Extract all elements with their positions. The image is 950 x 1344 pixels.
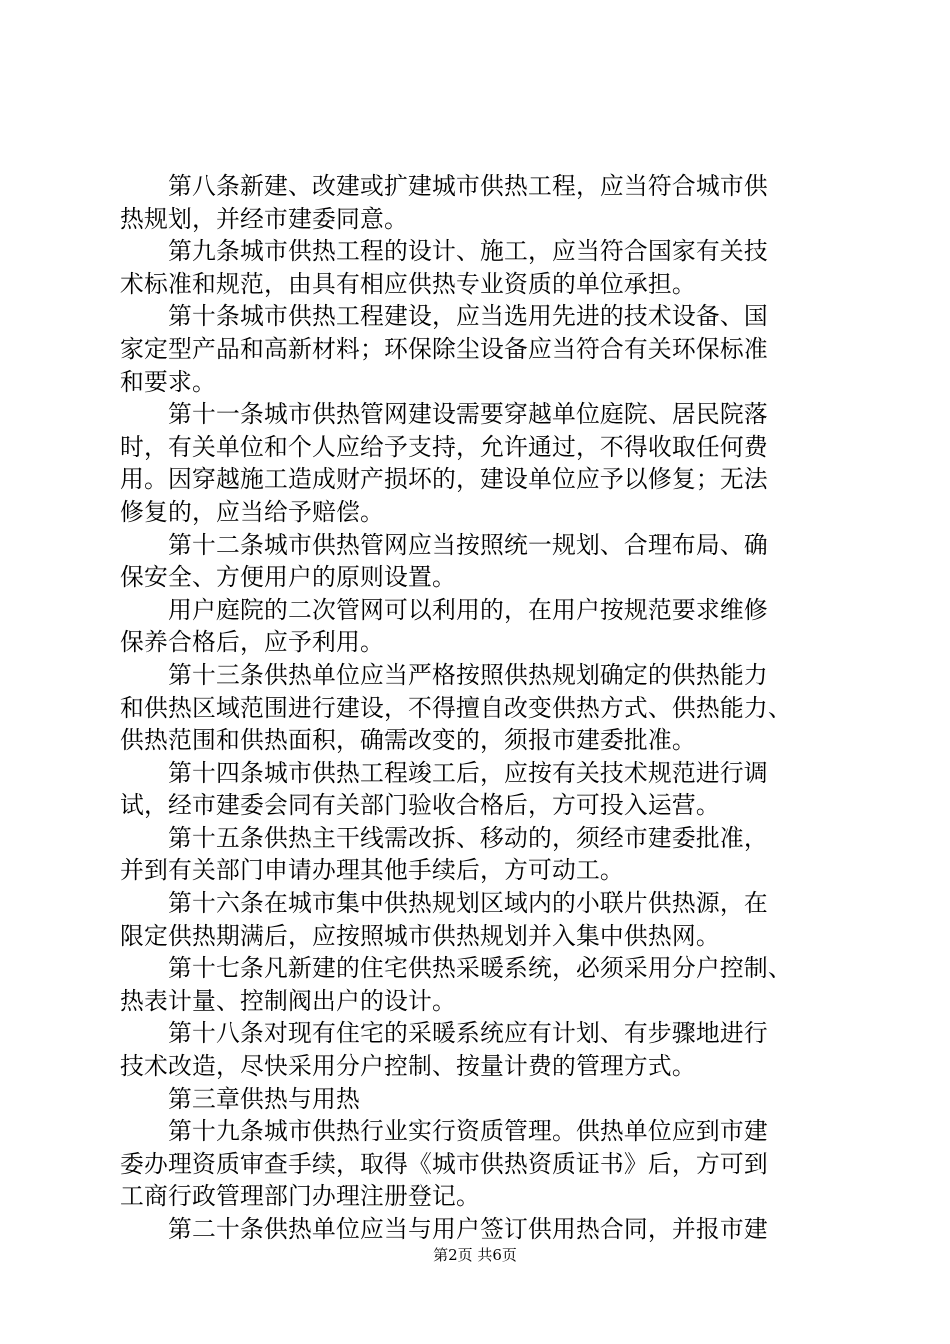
text-line: 第十一条城市供热管网建设需要穿越单位庭院、居民院落 <box>120 400 768 429</box>
text-line: 技术改造，尽快采用分户控制、按量计费的管理方式。 <box>120 1052 696 1081</box>
text-line: 第十九条城市供热行业实行资质管理。供热单位应到市建 <box>120 1117 768 1146</box>
chapter-heading: 第三章供热与用热 <box>120 1084 360 1113</box>
text-line: 第十三条供热单位应当严格按照供热规划确定的供热能力 <box>120 660 768 689</box>
text-line: 和供热区域范围进行建设，不得擅自改变供热方式、供热能力、 <box>120 693 792 722</box>
text-line: 时，有关单位和个人应给予支持，允许通过，不得收取任何费 <box>120 432 768 461</box>
text-line: 和要求。 <box>120 367 216 396</box>
text-line: 第十七条凡新建的住宅供热采暖系统，必须采用分户控制、 <box>120 954 792 983</box>
article-text <box>120 170 832 1246</box>
text-line: 热表计量、控制阀出户的设计。 <box>120 986 456 1015</box>
text-line: 第九条城市供热工程的设计、施工，应当符合国家有关技 <box>120 237 768 266</box>
text-line: 第八条新建、改建或扩建城市供热工程，应当符合城市供 <box>120 172 768 200</box>
text-line: 用。因穿越施工造成财产损坏的，建设单位应予以修复；无法 <box>120 465 768 494</box>
text-line: 并到有关部门申请办理其他手续后，方可动工。 <box>120 856 624 885</box>
text-line: 家定型产品和高新材料；环保除尘设备应当符合有关环保标准 <box>120 334 768 363</box>
text-line: 热规划，并经市建委同意。 <box>120 204 408 233</box>
text-line: 第十五条供热主干线需改拆、移动的，须经市建委批准， <box>120 823 768 852</box>
text-line: 第十六条在城市集中供热规划区域内的小联片供热源，在 <box>120 889 768 918</box>
text-line: 保安全、方便用户的原则设置。 <box>120 563 456 592</box>
text-line: 第十八条对现有住宅的采暖系统应有计划、有步骤地进行 <box>120 1019 768 1048</box>
text-line: 术标准和规范，由具有相应供热专业资质的单位承担。 <box>120 269 696 298</box>
text-line: 第二十条供热单位应当与用户签订供用热合同，并报市建 <box>120 1215 768 1243</box>
document-body <box>120 170 832 1246</box>
text-line: 委办理资质审查手续，取得《城市供热资质证书》后，方可到 <box>120 1149 768 1178</box>
text-line: 第十二条城市供热管网应当按照统一规划、合理布局、确 <box>120 530 768 559</box>
text-line: 用户庭院的二次管网可以利用的，在用户按规范要求维修 <box>120 595 768 624</box>
text-line: 试，经市建委会同有关部门验收合格后，方可投入运营。 <box>120 791 720 820</box>
text-line: 供热范围和供热面积，确需改变的，须报市建委批准。 <box>120 726 696 755</box>
text-line: 第十条城市供热工程建设，应当选用先进的技术设备、国 <box>120 302 768 331</box>
text-line: 修复的，应当给予赔偿。 <box>120 497 384 526</box>
page-number-footer: 第2页 共6页 <box>433 1246 517 1264</box>
text-line: 保养合格后，应予利用。 <box>120 628 384 657</box>
text-line: 第十四条城市供热工程竣工后，应按有关技术规范进行调 <box>120 758 768 787</box>
text-line: 工商行政管理部门办理注册登记。 <box>120 1182 480 1211</box>
text-line: 限定供热期满后，应按照城市供热规划并入集中供热网。 <box>120 921 720 950</box>
